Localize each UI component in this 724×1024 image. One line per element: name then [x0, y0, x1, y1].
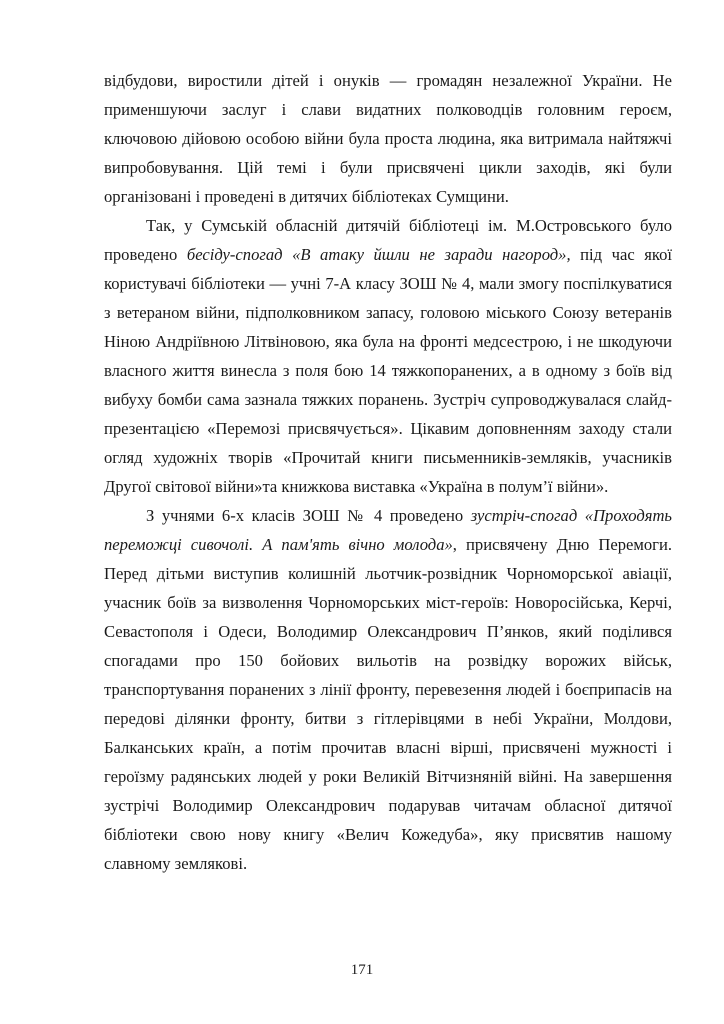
document-body: [104, 66, 672, 878]
paragraph-1: [104, 66, 672, 211]
paragraph-2-event-title: бесіду-спогад «В атаку йшли не заради нагород»,: [186, 245, 571, 264]
paragraph-2: [104, 211, 672, 501]
paragraph-3-text-lead: З учнями 6-х класів ЗОШ № 4 проведено: [146, 506, 471, 525]
page-number: 171: [350, 962, 374, 978]
paragraph-2-text-body: під час якої користувачі бібліотеки — учні 7-А класу ЗОШ № 4, мали змогу поспілкуватися з ветераном війни, підполковником запасу, головою міського Союзу ветеранів Ніною Андріївною Літвіновою, яка була на фронті медсестрою, і не шкодуючи власного життя винесла з поля бою 14 тяжкопоранених, а в одному з боїв від вибуху бомби сама зазнала тяжких поранень. Зустріч супроводжувалася слайд-презентацією «Перемозі присвячується». Цікавим доповненням заходу стали огляд художніх творів «Прочитай книги письменників-земляків, учасників Другої світової війни»та книжкова виставка «Україна в полум’ї війни».: [104, 245, 672, 496]
paragraph-3: [104, 501, 672, 878]
paragraph-1-text: відбудови, виростили дітей і онуків — громадян незалежної України. Не применшуючи заслуг і слави видатних полководців головним героєм, ключовою дійовою особою війни була проста людина, яка витримала найтяжчі випробовування. Цій темі і були присвячені цикли заходів, які були організовані і проведені в дитячих бібліотеках Сумщини.: [104, 71, 672, 206]
paragraph-3-event-title: зустріч-спогад «Проходять переможці сивочолі. А пам'ять вічно молода»: [104, 506, 672, 554]
paragraph-2-text-lead: Так, у Сумській обласній дитячій бібліотеці ім. М.Островського було проведено: [104, 216, 672, 264]
paragraph-3-text-body: , присвячену Дню Перемоги. Перед дітьми виступив колишній льотчик-розвідник Чорноморської авіації, учасник боїв за визволення Чорноморських міст-героїв: Новоросійська, Керчі, Севастополя і Одеси, Володимир Олександрович П’янков, який поділився спогадами про 150 бойових вильотів на розвідку ворожих військ, транспортування поранених з лінії фронту, перевезення людей і боєприпасів на передові ділянки фронту, битви з гітлерівцями в небі України, Молдови, Балканських країн, а потім прочитав власні вірші, присвячені мужності і героїзму радянських людей у роки Великій Вітчизняній війні. На завершення зустрічі Володимир Олександрович подарував читачам обласної дитячої бібліотеки свою нову книгу «Велич Кожедуба», яку присвятив нашому славному землякові.: [104, 535, 672, 873]
